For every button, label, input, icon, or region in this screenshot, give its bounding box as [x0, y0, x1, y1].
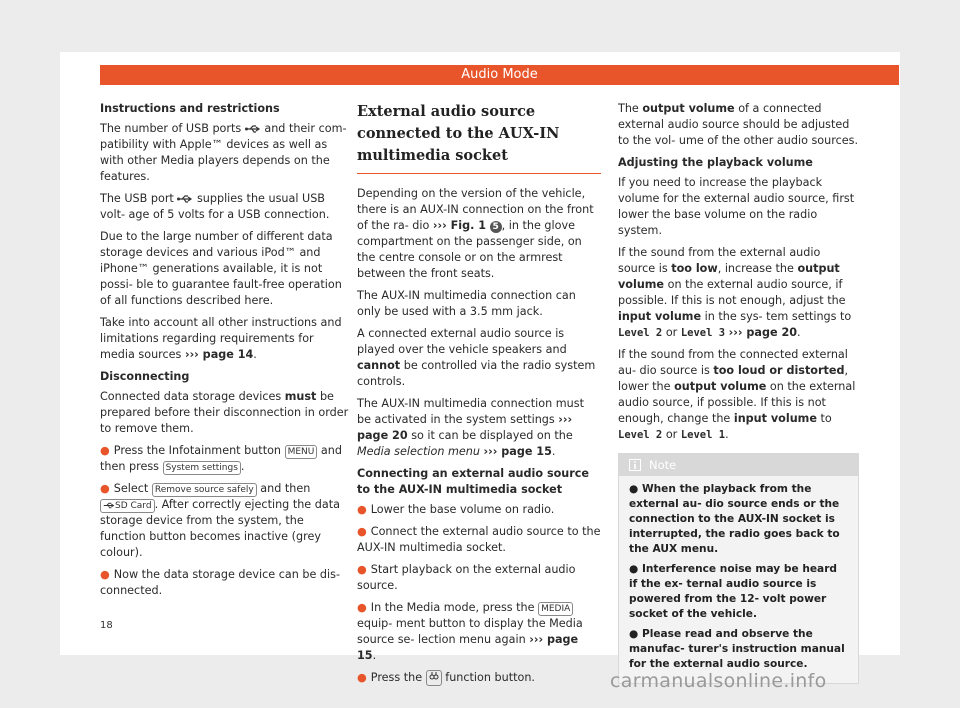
watermark: carmanualsonline.info — [610, 670, 827, 692]
bullet-icon: ● — [629, 563, 642, 575]
text: be prepared before their disconnection in order to remove them. — [100, 390, 349, 435]
bullet-item — [357, 562, 601, 594]
emphasis: output volume — [674, 380, 767, 393]
bullet-icon: ● — [100, 444, 110, 457]
text: be controlled via the radio system controls. — [357, 359, 596, 388]
text: on the external audio source, if possible. If this is not enough, adjust the — [618, 278, 846, 307]
text: , in the glove compartment on the passenger side, on the centre console or on the armrest between the front seats. — [357, 219, 582, 280]
usb-voltage-paragraph — [100, 191, 350, 223]
text: The number of USB ports — [100, 122, 242, 135]
too-loud-paragraph: If the sound from the connected external au- dio source is too loud or distorted, lower the output volume on the external audio source, if possible. If this is not enough, change the input volume to Level 2 or Level 1. — [618, 348, 856, 441]
emphasis: input volume — [733, 412, 817, 425]
adjusting-heading: Adjusting the playback volume — [618, 156, 813, 169]
jack-paragraph: The AUX-IN multimedia connection can only be used with a 3.5 mm jack. — [357, 289, 576, 318]
setting-value: Level 3 — [680, 327, 726, 339]
note-header — [619, 454, 858, 476]
text: If the sound from the external audio source is — [618, 246, 821, 275]
note-item — [629, 627, 848, 672]
bullet-item — [100, 481, 350, 561]
bullet-icon: ● — [629, 483, 642, 495]
text: Please read and observe the manufac- turer's instruction manual for the external audio source. — [629, 628, 845, 670]
text: or — [665, 326, 678, 339]
text: Take into account all other instructions and limitations regarding requirements for media sources — [100, 316, 342, 361]
text: supplies the usual USB volt- age of 5 volts for a USB connection. — [100, 192, 330, 221]
text: When the playback from the external au- dio source ends or the connection to the AUX-IN socket is interrupted, the radio goes back to the AUX menu. — [629, 483, 840, 555]
note-body — [619, 476, 858, 683]
note-box — [618, 453, 859, 684]
setting-value: Level 2 — [618, 429, 663, 441]
emphasis: too loud or distorted — [713, 364, 845, 377]
page-reference-link[interactable]: ››› page 20 — [728, 326, 798, 339]
disconnecting-heading: Disconnecting — [100, 370, 190, 383]
bullet-item — [357, 502, 601, 518]
text: Connect the external audio source to the AUX-IN multimedia socket. — [357, 525, 601, 554]
text: Interference noise may be heard if the ex- ternal audio source is powered from the 12- volt power socket of the vehicle. — [629, 563, 838, 620]
media-key[interactable]: MEDIA — [538, 602, 573, 616]
aux-jack-icon — [429, 671, 439, 681]
bullet-item: ● In the Media mode, press the MEDIA equip- ment button to display the Media source se- lection menu again ››› page 15. — [357, 601, 583, 662]
page-reference-link[interactable]: ››› page 15 — [483, 445, 552, 458]
text: to — [820, 412, 832, 425]
text: Press the — [370, 671, 423, 684]
section-title: External audio source connected to the AUX-IN multimedia socket — [357, 101, 601, 174]
text: Connected data storage devices — [100, 390, 282, 403]
text: A connected external audio source is played over the vehicle speakers and — [357, 327, 567, 356]
page-reference-link[interactable]: ››› page 15 — [357, 633, 579, 662]
text: Depending on the version of the vehicle, there is an AUX-IN connection on the front of the ra- dio — [357, 187, 594, 232]
text: Press the Infotainment button — [113, 444, 282, 457]
bullet-item: ● Press the Infotainment button MENU and then press System settings . — [100, 444, 342, 473]
bullet-item — [357, 524, 601, 556]
note-item — [629, 482, 848, 557]
bullet-icon: ● — [357, 563, 367, 576]
emphasis: output volume — [642, 102, 735, 115]
page-reference-link[interactable]: ››› page 20 — [357, 413, 573, 442]
text: The USB port — [100, 192, 174, 205]
devices-paragraph: Due to the large number of different data storage devices and various iPod™ and iPhone™ generations available, it is not possi- ble to guarantee fault-free operation of all functions described here. — [100, 230, 342, 307]
page-reference-link[interactable]: ››› page 14 — [184, 348, 254, 361]
bullet-item — [357, 670, 601, 686]
output-volume-paragraph — [618, 101, 859, 149]
too-low-paragraph: If the sound from the external audio source is too low, increase the output volume on the external audio source, if possible. If this is not enough, adjust the input volume in the sys- tem settings to Level 2 or Level 3 ››› page 20. — [618, 246, 852, 339]
text: Select — [113, 482, 149, 495]
setting-value: Level 2 — [618, 327, 663, 339]
instructions-heading: Instructions and restrictions — [100, 102, 280, 115]
usb-icon — [245, 125, 261, 133]
bullet-icon: ● — [357, 671, 367, 684]
media-sources-paragraph: Take into account all other instructions and limitations regarding requirements for media sources ››› page 14. — [100, 316, 342, 361]
text: , lower the — [618, 364, 849, 393]
text: SD Card — [115, 501, 152, 511]
menu-name: Media selection menu — [357, 445, 480, 458]
figure-reference-link[interactable]: ››› Fig. 1 — [432, 219, 487, 232]
text: and then — [260, 482, 311, 495]
connecting-heading: Connecting an external audio source to the AUX-IN multimedia socket — [357, 467, 589, 496]
usb-icon — [177, 195, 193, 203]
text: The — [618, 102, 639, 115]
activation-paragraph: The AUX-IN multimedia connection must be activated in the system settings ››› page 20 so it can be displayed on the Media selection menu ››› page 15. — [357, 397, 584, 458]
sd-card-key[interactable] — [100, 499, 155, 513]
text: , increase the — [717, 262, 794, 275]
left-column — [100, 101, 350, 605]
bullet-icon: ● — [357, 503, 367, 516]
text: in the sys- tem settings to — [704, 310, 852, 323]
remove-source-key[interactable]: Remove source safely — [152, 483, 257, 497]
note-item — [629, 562, 848, 622]
menu-key[interactable]: MENU — [285, 445, 318, 459]
text: and their com- patibility with Apple™ devices as well as with other Media players depends on the features. — [100, 122, 347, 183]
usb-icon — [103, 502, 115, 509]
text: Start playback on the external audio source. — [357, 563, 576, 592]
usb-ports-paragraph — [100, 121, 350, 185]
text: . After correctly ejecting the data storage device from the system, the function button becomes inactive (grey colour). — [100, 498, 340, 559]
setting-value: Level 1 — [680, 429, 726, 441]
text: or — [665, 428, 678, 441]
text: and then press — [100, 444, 342, 473]
middle-column — [357, 101, 601, 692]
bullet-icon: ● — [629, 628, 642, 640]
text: If the sound from the connected external au- dio source is — [618, 348, 848, 377]
text: function button. — [445, 671, 535, 684]
aux-function-button[interactable] — [426, 670, 442, 686]
text: Lower the base volume on radio. — [370, 503, 555, 516]
emphasis: must — [284, 390, 317, 403]
text: so it can be displayed on the — [411, 429, 573, 442]
text: The AUX-IN multimedia connection must be activated in the system settings — [357, 397, 584, 426]
system-settings-key[interactable]: System settings — [163, 461, 241, 475]
bullet-icon: ● — [357, 601, 367, 614]
page-number: 18 — [100, 620, 113, 631]
text: In the Media mode, press the — [370, 601, 535, 614]
note-title: Note — [649, 458, 677, 472]
emphasis: output volume — [618, 262, 840, 291]
bullet-icon: ● — [100, 568, 110, 581]
section-header: Audio Mode — [100, 65, 899, 85]
text: equip- ment button to display the Media source se- lection menu again — [357, 617, 583, 646]
aux-location-paragraph — [357, 186, 601, 282]
speakers-paragraph — [357, 326, 601, 390]
increase-volume-paragraph: If you need to increase the playback volume for the external audio source, first lower the base volume on the radio system. — [618, 176, 855, 237]
bullet-item — [100, 567, 350, 599]
callout-number: 5 — [490, 221, 502, 233]
text: Now the data storage device can be dis- connected. — [100, 568, 340, 597]
emphasis: input volume — [618, 310, 702, 323]
bullet-icon: ● — [357, 525, 367, 538]
info-icon — [629, 459, 641, 471]
text: on the external audio source, if possible. If this is not enough, change the — [618, 380, 856, 425]
right-column — [618, 101, 859, 684]
text: of a connected external audio source should be adjusted to the vol- ume of the other audio sources. — [618, 102, 859, 147]
disconnect-paragraph — [100, 389, 350, 437]
bullet-icon: ● — [100, 482, 110, 495]
emphasis: cannot — [357, 359, 401, 372]
emphasis: too low — [671, 262, 718, 275]
